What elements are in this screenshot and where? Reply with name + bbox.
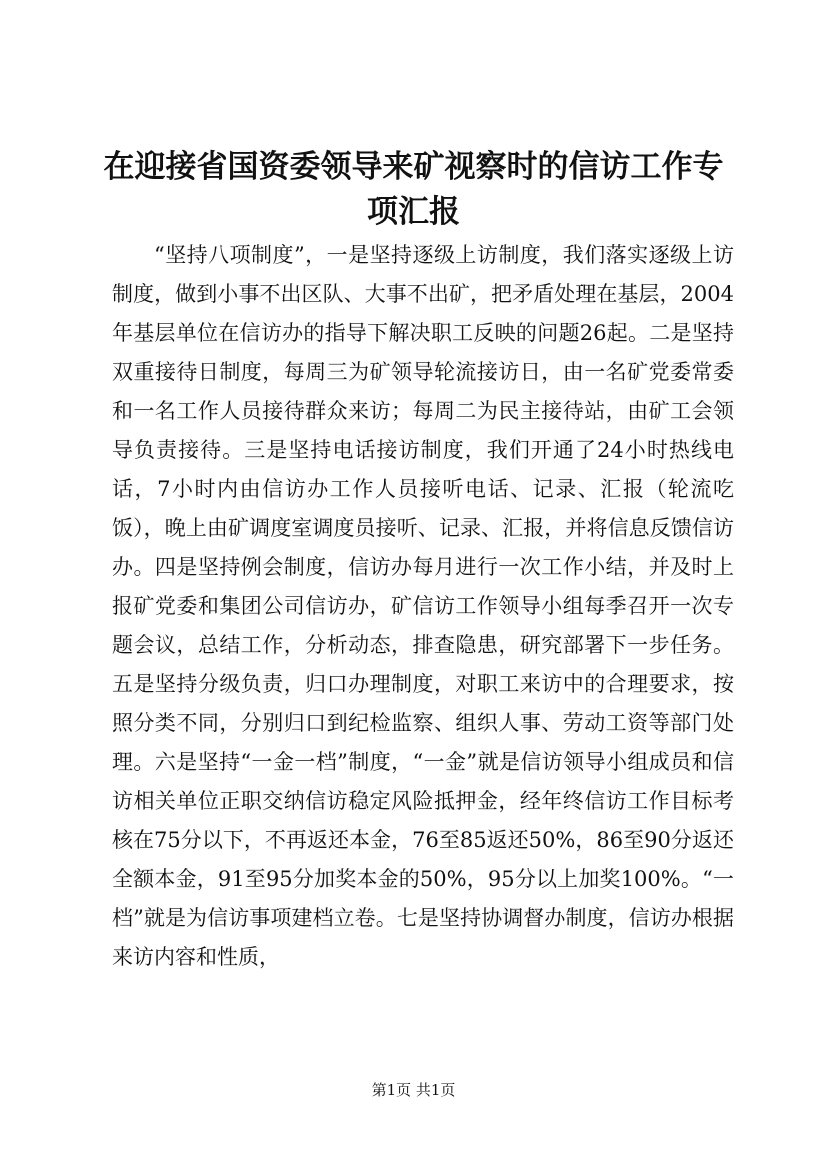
page-footer: 第1页 共1页: [371, 1081, 456, 1099]
document-body-paragraph: “坚持八项制度”，一是坚持逐级上访制度，我们落实逐级上访制度，做到小事不出区队、大事不出矿，把矛盾处理在基层，2004年基层单位在信访办的指导下解决职工反映的问题26起。二是坚持双重接待日制度，每周三为矿领导轮流接访日，由一名矿党委常委和一名工作人员接待群众来访；每周二为民主接待站，由矿工会领导负责接待。三是坚持电话接访制度，我们开通了24小时热线电话，7小时内由信访办工作人员接听电话、记录、汇报（轮流吃饭），晚上由矿调度室调度员接听、记录、汇报，并将信息反馈信访办。四是坚持例会制度，信访办每月进行一次工作小结，并及时上报矿党委和集团公司信访办，矿信访工作领导小组每季召开一次专题会议，总结工作，分析动态，排查隐患，研究部署下一步任务。五是坚持分级负责，归口办理制度，对职工来访中的合理要求，按照分类不同，分别归口到纪检监察、组织人事、劳动工资等部门处理。六是坚持“一金一档”制度，“一金”就是信访领导小组成员和信访相关单位正职交纳信访稳定风险抵押金，经年终信访工作目标考核在75分以下，不再返还本金，76至85返还50%，86至90分返还全额本金，91至95分加奖本金的50%，95分以上加奖100%。“一档”就是为信访事项建档立卷。七是坚持协调督办制度，信访办根据来访内容和性质，: [112, 243, 734, 969]
document-title: 在迎接省国资委领导来矿视察时的信访工作专项汇报: [103, 149, 724, 230]
